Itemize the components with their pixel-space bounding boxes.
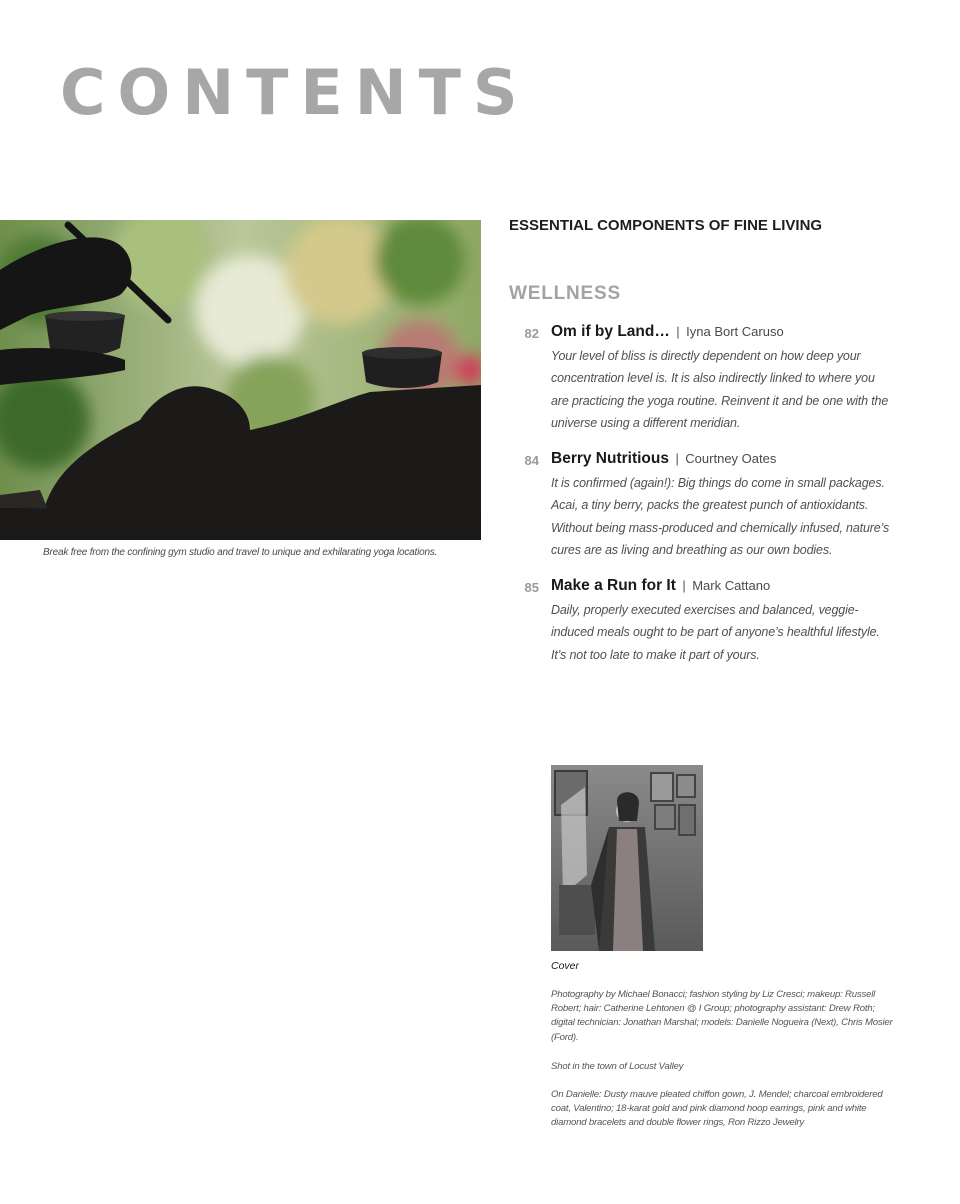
page-title: CONTENTS bbox=[60, 56, 530, 129]
article-description: Your level of bliss is directly dependent on how deep your concentration level is. It is also indirectly linked to where you are practicing the yoga routine. Reinvent it and be one with the universe using a different meridian. bbox=[551, 349, 889, 431]
cover-credits: Photography by Michael Bonacci; fashion styling by Liz Cresci; makeup: Russell Robert; hair: Catherine Lehtonen @ I Group; photography assistant: Drew Roth; digital technician: Jonathan Marshal; models: Danielle Nogueira (Next), Chris Mosier (Ford). bbox=[551, 989, 893, 1043]
title-separator: | bbox=[676, 324, 680, 339]
title-separator: | bbox=[675, 451, 679, 466]
article-author: Courtney Oates bbox=[685, 451, 777, 466]
cover-label: Cover bbox=[551, 960, 580, 972]
cover-photo bbox=[551, 765, 703, 951]
cover-wardrobe: On Danielle: Dusty mauve pleated chiffon gown, J. Mendel; charcoal embroidered coat, Valentino; 18-karat gold and pink diamond hoop earrings, pink and white diamond bracelets and double flower rings, Ron Rizzo Jewelry bbox=[551, 1089, 883, 1129]
article-description: It is confirmed (again!): Big things do come in small packages. Acai, a tiny berry, packs the greatest punch of antioxidants. Without being mass-produced and chemically infused, nature’s cures are as living and breathing as our own bodies. bbox=[551, 476, 890, 558]
hero-caption: Break free from the confining gym studio and travel to unique and exhilarating yoga locations. bbox=[43, 547, 438, 558]
title-separator: | bbox=[682, 578, 686, 593]
article-title[interactable]: Om if by Land… bbox=[551, 323, 670, 340]
page-number: 85 bbox=[524, 580, 539, 595]
page-number: 82 bbox=[524, 326, 539, 341]
article-author: Iyna Bort Caruso bbox=[686, 324, 784, 339]
section-label-wellness: WELLNESS bbox=[509, 283, 621, 304]
toc-entry[interactable] bbox=[509, 450, 909, 562]
article-title[interactable]: Berry Nutritious bbox=[551, 450, 669, 467]
article-description: Daily, properly executed exercises and balanced, veggie-induced meals ought to be part of anyone’s healthful lifestyle. It’s not too late to make it part of yours. bbox=[551, 603, 880, 662]
article-author: Mark Cattano bbox=[692, 578, 771, 593]
cover-location: Shot in the town of Locust Valley bbox=[551, 1061, 684, 1072]
article-title[interactable]: Make a Run for It bbox=[551, 577, 676, 594]
section-heading: ESSENTIAL COMPONENTS OF FINE LIVING bbox=[509, 217, 823, 234]
toc-entry[interactable] bbox=[509, 323, 909, 435]
toc-entry[interactable] bbox=[509, 577, 909, 666]
page-number: 84 bbox=[524, 453, 539, 468]
hero-photo bbox=[0, 220, 481, 540]
